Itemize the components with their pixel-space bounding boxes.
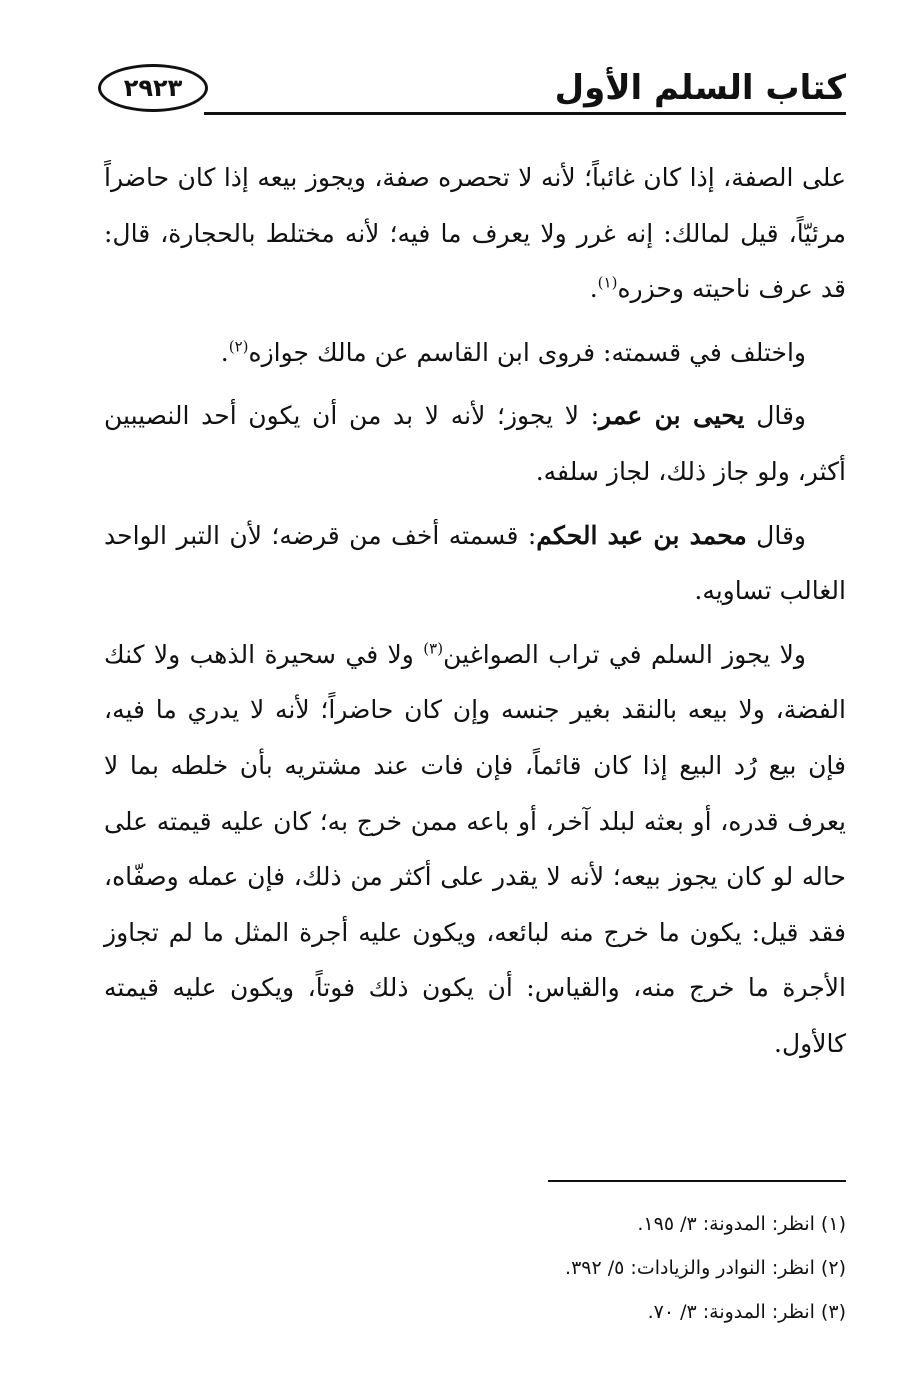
paragraph-1-text: على الصفة، إذا كان غائباً؛ لأنه لا تحصره صفة، ويجوز بيعه إذا كان حاضراً مرئيّاً، قيل لمالك: إنه غرر ولا يعرف ما فيه؛ لأنه مختلط بالحجارة، قال: قد عرف ناحيته وحزره xyxy=(104,163,846,304)
paragraph-2-text: واختلف في قسمته: فروى ابن القاسم عن مالك جوازه xyxy=(248,337,806,367)
footnotes xyxy=(146,1202,846,1334)
paragraph-1 xyxy=(104,150,846,317)
page-header xyxy=(98,62,846,124)
paragraph-1-tail: . xyxy=(589,274,598,304)
paragraph-2-tail: . xyxy=(220,337,229,367)
paragraph-4-text: : قسمته أخف من قرضه؛ لأن التبر الواحد الغالب تساويه. xyxy=(104,520,846,606)
footnote-3: (٣) انظر: المدونة: ٣/ ٧٠. xyxy=(647,1301,846,1323)
scholar-name-yahya: يحيى بن عمر xyxy=(599,401,745,431)
footnote-2: (٢) انظر: النوادر والزيادات: ٥/ ٣٩٢. xyxy=(565,1257,846,1279)
paragraph-5-text-b: ولا في سحيرة الذهب ولا كنك الفضة، ولا بيعه بالنقد بغير جنسه وإن كان حاضراً؛ لأنه لا يدري ما فيه، فإن بيع رُد البيع إذا كان قائماً، فإن فات عند مشتريه بأن خلطه بما لا يعرف قدره، أو بعثه لبلد آخر، أو باعه ممن خرج به؛ كان عليه قيمته على حاله لو كان يجوز بيعه؛ لأنه لا يقدر على أكثر من ذلك، فإن عمله وصفّاه، فقد قيل: يكون ما خرج منه لبائعه، ويكون عليه أجرة المثل ما لم تجاوز الأجرة ما خرج منه، والقياس: أن يكون ذلك فوتاً، ويكون عليه قيمته كالأول. xyxy=(104,639,846,1058)
page-number: ٢٩٢٣ xyxy=(123,74,183,102)
paragraph-2 xyxy=(104,325,846,381)
paragraph-4 xyxy=(104,508,846,619)
paragraph-3-lead: وقال xyxy=(744,401,806,431)
footnote-ref-3: (٣) xyxy=(423,639,444,658)
book-title: كتاب السلم الأول xyxy=(554,68,846,108)
paragraph-3 xyxy=(104,388,846,499)
footnote-1: (١) انظر: المدونة: ٣/ ١٩٥. xyxy=(637,1213,846,1235)
footnote-separator xyxy=(548,1180,846,1182)
paragraph-4-lead: وقال xyxy=(746,520,806,550)
header-rule xyxy=(204,112,846,115)
paragraph-5 xyxy=(104,627,846,1072)
paragraph-5-text-a: ولا يجوز السلم في تراب الصواغين xyxy=(443,639,807,669)
paragraph-3-text: : لا يجوز؛ لأنه لا بد من أن يكون أحد النصيبين أكثر، ولو جاز ذلك، لجاز سلفه. xyxy=(104,401,846,486)
footnote-ref-2: (٢) xyxy=(228,337,249,356)
scholar-name-muhammad: محمد بن عبد الحكم xyxy=(536,520,747,550)
main-text xyxy=(104,150,846,1080)
footnote-ref-1: (١) xyxy=(597,273,618,292)
page-number-oval xyxy=(98,64,208,112)
